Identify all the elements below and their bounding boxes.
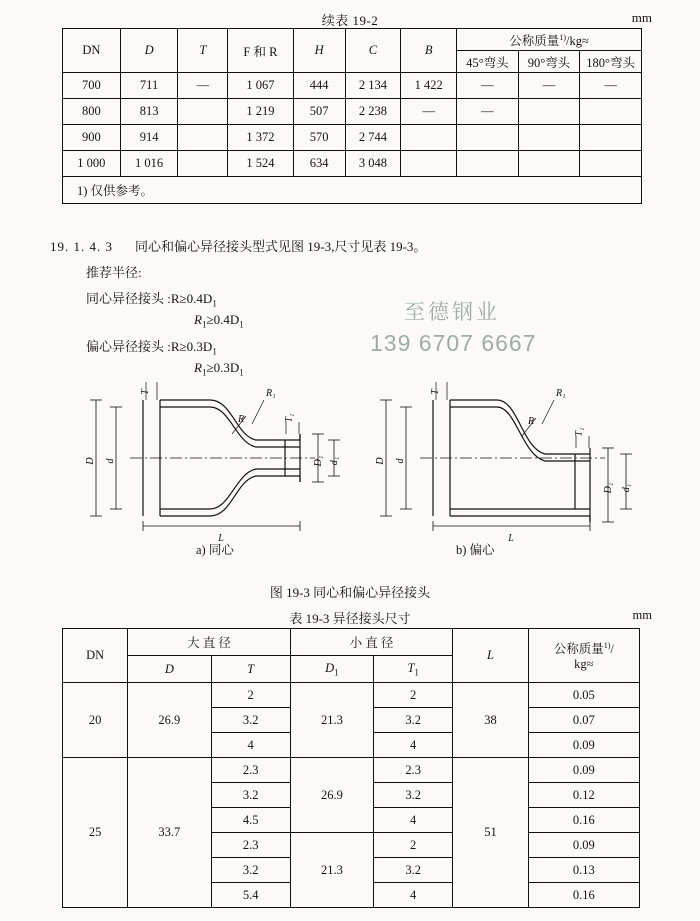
watermark-brand: 至德钢业 <box>404 301 500 324</box>
concentric-formula-2: $R_1\ge 0.4D_1$ <box>194 312 244 330</box>
cell-c: 3 048 <box>345 151 401 177</box>
cell-m90 <box>518 99 580 125</box>
cell-l: 38 <box>453 683 528 758</box>
cell-t1: 3.2 <box>374 858 453 883</box>
watermark-phone: 139 6707 6667 <box>370 330 537 356</box>
cell-h: 444 <box>293 73 345 99</box>
col-header-t: T <box>211 656 290 683</box>
cell-m45: — <box>457 99 519 125</box>
cell-t <box>178 151 228 177</box>
cell-mass: 0.05 <box>528 683 639 708</box>
cell-t1: 3.2 <box>374 783 453 808</box>
cell-m180 <box>580 151 642 177</box>
section-paragraph <box>50 236 426 255</box>
table-row <box>63 151 642 177</box>
table-row <box>63 629 640 656</box>
label-R: R <box>238 414 245 425</box>
cell-t: 3.2 <box>211 708 290 733</box>
concentric-formula-1: 同心异径接头 $:R\ge 0.4D_1$ <box>86 291 217 309</box>
cell-mass: 0.09 <box>528 758 639 783</box>
cell-t1: 3.2 <box>374 708 453 733</box>
cell-d: 813 <box>120 99 178 125</box>
label-D: D <box>85 457 96 465</box>
cell-d: 33.7 <box>128 758 211 908</box>
label-d1: d₁ <box>621 483 632 493</box>
cell-b: — <box>401 99 457 125</box>
cell-mass: 0.09 <box>528 733 639 758</box>
col-header-l: L <box>453 629 528 683</box>
col-header-t: T <box>178 29 228 73</box>
col-header-dn: DN <box>63 29 121 73</box>
table-row <box>63 683 640 708</box>
cell-mass: 0.16 <box>528 808 639 833</box>
label-T1: T₁ <box>284 413 295 423</box>
table-row <box>63 177 642 204</box>
cell-t: — <box>178 73 228 99</box>
table-row <box>63 758 640 783</box>
label-d: d <box>105 458 116 464</box>
label-D1: D₁ <box>313 455 324 467</box>
cell-t: 2.3 <box>211 833 290 858</box>
table-row <box>63 29 642 51</box>
cell-mass: 0.09 <box>528 833 639 858</box>
cell-t1: 2 <box>374 833 453 858</box>
cell-t: 3.2 <box>211 858 290 883</box>
label-T: T <box>430 389 441 395</box>
cell-m90 <box>518 151 580 177</box>
figure-19-3 <box>60 378 650 558</box>
cell-b <box>401 125 457 151</box>
cell-b: 1 422 <box>401 73 457 99</box>
label-d: d <box>395 458 406 464</box>
page-header-unit: mm <box>631 10 652 25</box>
col-header-b: B <box>401 29 457 73</box>
cell-fr: 1 219 <box>228 99 293 125</box>
cell-fr: 1 372 <box>228 125 293 151</box>
cell-m45 <box>457 125 519 151</box>
figure-svg <box>60 378 650 558</box>
section-number: 19. 1. 4. 3 <box>50 239 113 254</box>
recommend-radius-label: 推荐半径: <box>86 265 142 280</box>
eccentric-formula-1: 偏心异径接头 $:R\ge 0.3D_1$ <box>86 339 217 357</box>
figure-caption-b: b) 偏心 <box>456 543 495 557</box>
cell-t: 2.3 <box>211 758 290 783</box>
col-header-h: H <box>293 29 345 73</box>
col-header-dn: DN <box>63 629 128 683</box>
cell-m180 <box>580 125 642 151</box>
cell-d: 26.9 <box>128 683 211 758</box>
cell-t: 5.4 <box>211 883 290 908</box>
cell-m180 <box>580 99 642 125</box>
col-header-t1: $T_1$ <box>374 656 453 683</box>
label-R1: R₁ <box>556 388 566 399</box>
cell-t: 2 <box>211 683 290 708</box>
figure-caption-a: a) 同心 <box>196 543 234 557</box>
cell-t <box>178 125 228 151</box>
cell-t: 3.2 <box>211 783 290 808</box>
cell-fr: 1 067 <box>228 73 293 99</box>
cell-t1: 4 <box>374 733 453 758</box>
cell-m90: — <box>518 73 580 99</box>
label-D1: D₁ <box>603 482 614 494</box>
cell-b <box>401 151 457 177</box>
label-T: T <box>140 389 151 395</box>
label-L: L <box>218 533 224 544</box>
cell-mass: 0.12 <box>528 783 639 808</box>
cell-d1: 21.3 <box>290 833 373 908</box>
cell-c: 2 238 <box>345 99 401 125</box>
label-R1: R₁ <box>266 388 276 399</box>
col-header-big-diameter: 大 直 径 <box>128 629 291 656</box>
cell-l: 51 <box>453 758 528 908</box>
table-19-3 <box>62 628 640 908</box>
cell-m45 <box>457 151 519 177</box>
cell-d: 914 <box>120 125 178 151</box>
cell-t: 4.5 <box>211 808 290 833</box>
page-header-title: 续表 19-2 <box>321 13 379 28</box>
cell-h: 634 <box>293 151 345 177</box>
cell-fr: 1 524 <box>228 151 293 177</box>
cell-dn: 20 <box>63 683 128 758</box>
table-row <box>63 125 642 151</box>
cell-d1: 21.3 <box>290 683 373 758</box>
cell-m90 <box>518 125 580 151</box>
table-continued-19-2 <box>62 28 642 204</box>
cell-c: 2 134 <box>345 73 401 99</box>
cell-m45: — <box>457 73 519 99</box>
table-row <box>63 99 642 125</box>
cell-dn: 900 <box>63 125 121 151</box>
cell-dn: 1 000 <box>63 151 121 177</box>
col-header-d: D <box>120 29 178 73</box>
eccentric-formula-2: $R_1\ge 0.3D_1$ <box>194 360 244 378</box>
cell-t1: 2 <box>374 683 453 708</box>
cell-d: 1 016 <box>120 151 178 177</box>
col-header-mass-group: 公称质量$^{1)}$/kg≈ <box>457 29 642 51</box>
cell-d: 711 <box>120 73 178 99</box>
cell-t1: 2.3 <box>374 758 453 783</box>
col-header-c: C <box>345 29 401 73</box>
label-R: R <box>528 416 535 427</box>
cell-t1: 4 <box>374 808 453 833</box>
label-L: L <box>508 533 514 544</box>
cell-mass: 0.16 <box>528 883 639 908</box>
col-header-mass-180: 180°弯头 <box>580 51 642 73</box>
col-header-fr: F 和 R <box>228 29 293 73</box>
table-footnote: 1) 仅供参考。 <box>63 177 642 204</box>
col-header-small-diameter: 小 直 径 <box>290 629 453 656</box>
col-header-d: D <box>128 656 211 683</box>
cell-dn: 700 <box>63 73 121 99</box>
table-19-3-unit: mm <box>632 608 652 622</box>
cell-c: 2 744 <box>345 125 401 151</box>
cell-t <box>178 99 228 125</box>
table-19-3-title: 表 19-3 异径接头尺寸 <box>289 611 411 626</box>
label-T1: T₁ <box>574 427 585 437</box>
figure-number: 图 19-3 同心和偏心异径接头 <box>269 585 431 600</box>
col-header-mass: 公称质量$^{1)}$/ kg≈ <box>528 629 639 683</box>
table-row <box>63 73 642 99</box>
section-text: 同心和偏心异径接头型式见图 19-3,尺寸见表 19-3。 <box>135 239 427 254</box>
label-d1: d₁ <box>329 456 340 466</box>
cell-t: 4 <box>211 733 290 758</box>
cell-mass: 0.07 <box>528 708 639 733</box>
col-header-mass-45: 45°弯头 <box>457 51 519 73</box>
cell-d1: 26.9 <box>290 758 373 833</box>
cell-mass: 0.13 <box>528 858 639 883</box>
cell-m180: — <box>580 73 642 99</box>
label-D: D <box>375 457 386 465</box>
cell-dn: 800 <box>63 99 121 125</box>
cell-dn: 25 <box>63 758 128 908</box>
col-header-d1: $D_1$ <box>290 656 373 683</box>
col-header-mass-90: 90°弯头 <box>518 51 580 73</box>
cell-h: 507 <box>293 99 345 125</box>
cell-h: 570 <box>293 125 345 151</box>
cell-t1: 4 <box>374 883 453 908</box>
